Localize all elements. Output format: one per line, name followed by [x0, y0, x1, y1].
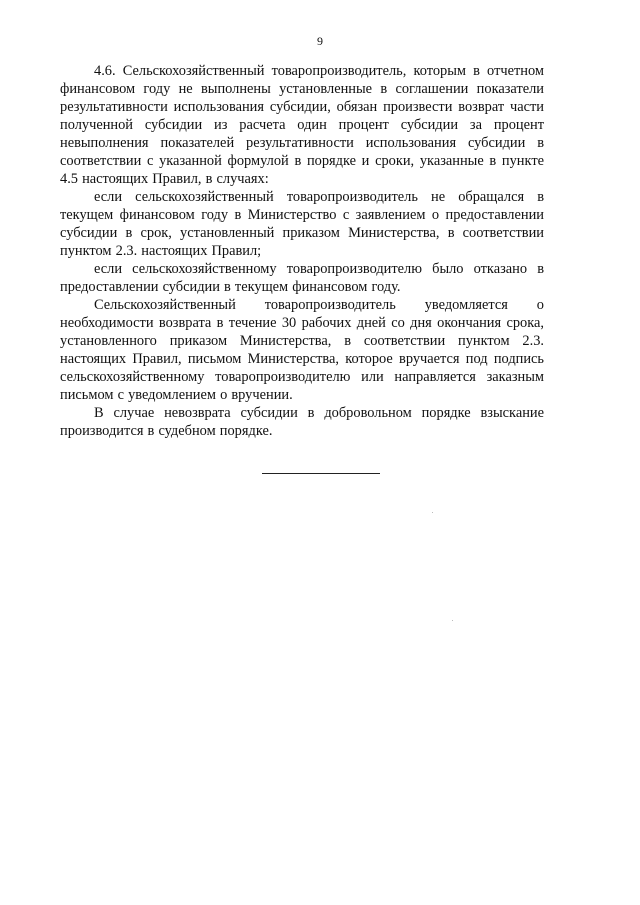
- paragraph-court-recovery: В случае невозврата субсидии в добровольном порядке взыскание производится в судебном порядке.: [60, 405, 544, 439]
- paragraph-4-6: 4.6. Сельскохозяйственный товаропроизводитель, которым в отчетном финансовом году не выполнены установленные в соглашении показатели результативности использования субсидии, обязан произвести возврат части полученной субсидии из расчета один процент субсидии за процент невыполнения показателей результативности использования субсидии в соответствии с указанной формулой в порядке и сроки, указанные в пункте 4.5 настоящих Правил, в случаях:: [60, 63, 544, 187]
- paragraph-case-refused: если сельскохозяйственному товаропроизводителю было отказано в предоставлении субсидии в текущем финансовом году.: [60, 261, 544, 295]
- scan-speck: [432, 512, 433, 513]
- paragraph-case-not-applied: если сельскохозяйственный товаропроизводитель не обращался в текущем финансовом году в Министерство с заявлением о предоставлении субсидии в срок, установленный приказом Министерства, в соответствии пунктом 2.3. настоящих Правил;: [60, 189, 544, 259]
- scan-speck: [452, 620, 453, 621]
- document-body: [60, 62, 544, 440]
- end-of-section-rule: [262, 473, 380, 474]
- page-number: 9: [317, 34, 323, 48]
- paragraph-notification: Сельскохозяйственный товаропроизводитель уведомляется о необходимости возврата в течение 30 рабочих дней со дня окончания срока, установленного приказом Министерства, в соответствии пунктом 2.3. настоящих Правил, письмом Министерства, которое вручается под подпись сельскохозяйственному товаропроизводителю или направляется заказным письмом с уведомлением о вручении.: [60, 297, 544, 403]
